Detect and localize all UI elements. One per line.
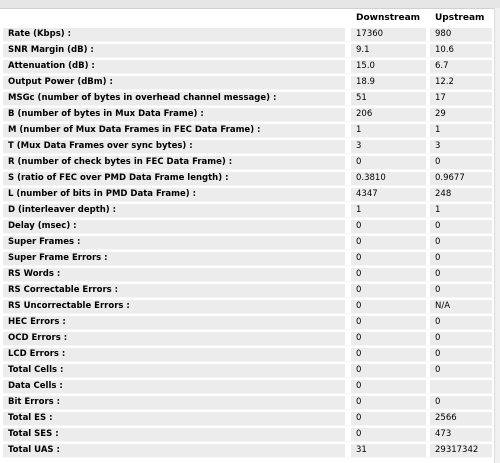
table-row [3,332,492,346]
scrollbar[interactable] [494,8,500,463]
row-label: Super Frame Errors : [3,252,345,266]
downstream-value: 3 [351,140,426,154]
downstream-value: 18.9 [351,76,426,90]
table-header-row [3,11,492,26]
upstream-value: 0 [430,284,492,298]
downstream-value: 0 [351,332,426,346]
table-row [3,428,492,442]
downstream-value: 0 [351,156,426,170]
downstream-value: 0.3810 [351,172,426,186]
upstream-value: 0 [430,156,492,170]
row-label: RS Words : [3,268,345,282]
downstream-value: 51 [351,92,426,106]
row-label: Total Cells : [3,364,345,378]
table-row [3,108,492,122]
header-upstream: Upstream [430,11,492,26]
downstream-value: 1 [351,124,426,138]
row-label: R (number of check bytes in FEC Data Frame) : [3,156,345,170]
row-label: OCD Errors : [3,332,345,346]
downstream-value: 0 [351,252,426,266]
table-row [3,28,492,42]
upstream-value: 6.7 [430,60,492,74]
table-row [3,300,492,314]
row-label: HEC Errors : [3,316,345,330]
downstream-value: 0 [351,268,426,282]
row-label: L (number of bits in PMD Data Frame) : [3,188,345,202]
table-row [3,236,492,250]
row-label: RS Correctable Errors : [3,284,345,298]
downstream-value: 0 [351,300,426,314]
table-row [3,188,492,202]
row-label: Rate (Kbps) : [3,28,345,42]
table-body [3,28,492,458]
downstream-value: 1 [351,204,426,218]
row-label: SNR Margin (dB) : [3,44,345,58]
row-label: S (ratio of FEC over PMD Data Frame length) : [3,172,345,186]
upstream-value: 1 [430,204,492,218]
upstream-value: 0 [430,332,492,346]
downstream-value: 0 [351,396,426,410]
table-row [3,396,492,410]
upstream-value: 0.9677 [430,172,492,186]
upstream-value: 2566 [430,412,492,426]
row-label: B (number of bytes in Mux Data Frame) : [3,108,345,122]
upstream-value: 473 [430,428,492,442]
downstream-value: 15.0 [351,60,426,74]
downstream-value: 31 [351,444,426,458]
row-label: Bit Errors : [3,396,345,410]
upstream-value [430,380,492,394]
upstream-value: 3 [430,140,492,154]
row-label: D (interleaver depth) : [3,204,345,218]
upstream-value: 0 [430,316,492,330]
header-label-cell [3,11,345,26]
upstream-value: 0 [430,220,492,234]
row-label: MSGc (number of bytes in overhead channel message) : [3,92,345,106]
row-label: Data Cells : [3,380,345,394]
downstream-value: 0 [351,316,426,330]
upstream-value: 0 [430,364,492,378]
table-row [3,412,492,426]
upstream-value: N/A [430,300,492,314]
row-label: Total ES : [3,412,345,426]
downstream-value: 0 [351,348,426,362]
table-row [3,444,492,458]
table-row [3,284,492,298]
table-row [3,92,492,106]
row-label: Output Power (dBm) : [3,76,345,90]
table-row [3,140,492,154]
upstream-value: 17 [430,92,492,106]
upstream-value: 10.6 [430,44,492,58]
upstream-value: 0 [430,252,492,266]
downstream-value: 0 [351,236,426,250]
row-label: Attenuation (dB) : [3,60,345,74]
downstream-value: 0 [351,412,426,426]
row-label: T (Mux Data Frames over sync bytes) : [3,140,345,154]
upstream-value: 248 [430,188,492,202]
upstream-value: 0 [430,236,492,250]
downstream-value: 4347 [351,188,426,202]
upstream-value: 1 [430,124,492,138]
table-row [3,316,492,330]
table-row [3,252,492,266]
row-label: Delay (msec) : [3,220,345,234]
downstream-value: 17360 [351,28,426,42]
row-label: Super Frames : [3,236,345,250]
downstream-value: 206 [351,108,426,122]
row-label: LCD Errors : [3,348,345,362]
table-row [3,348,492,362]
downstream-value: 9.1 [351,44,426,58]
top-band [0,0,500,9]
table-row [3,76,492,90]
upstream-value: 0 [430,348,492,362]
row-label: Total SES : [3,428,345,442]
upstream-value: 29317342 [430,444,492,458]
downstream-value: 0 [351,428,426,442]
downstream-value: 0 [351,364,426,378]
downstream-value: 0 [351,380,426,394]
upstream-value: 0 [430,268,492,282]
header-downstream: Downstream [351,11,426,26]
table-row [3,204,492,218]
table-row [3,364,492,378]
row-label: M (number of Mux Data Frames in FEC Data Frame) : [3,124,345,138]
table-row [3,220,492,234]
row-label: RS Uncorrectable Errors : [3,300,345,314]
table-row [3,44,492,58]
table-row [3,60,492,74]
upstream-value: 29 [430,108,492,122]
table-row [3,156,492,170]
downstream-value: 0 [351,284,426,298]
dsl-statistics-table [3,9,492,460]
table-row [3,380,492,394]
table-row [3,172,492,186]
upstream-value: 0 [430,396,492,410]
upstream-value: 12.2 [430,76,492,90]
downstream-value: 0 [351,220,426,234]
table-row [3,124,492,138]
upstream-value: 980 [430,28,492,42]
row-label: Total UAS : [3,444,345,458]
table-row [3,268,492,282]
